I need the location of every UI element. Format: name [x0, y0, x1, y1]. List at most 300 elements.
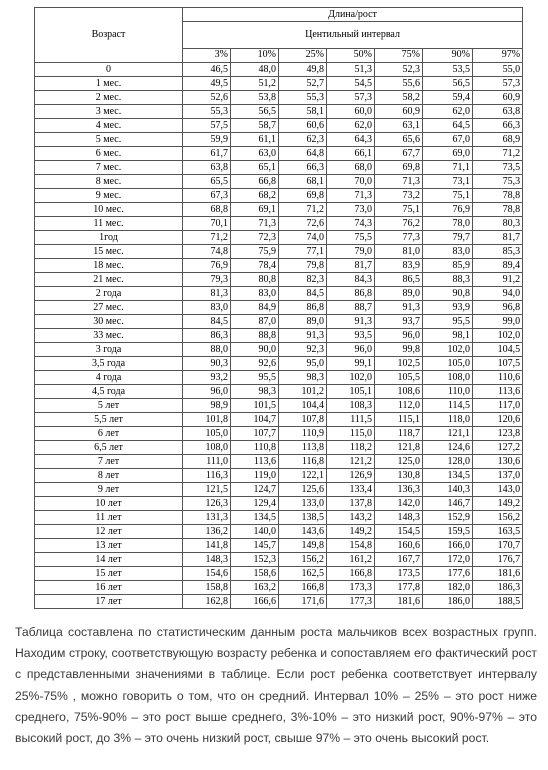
age-cell: 13 лет	[35, 539, 183, 553]
height-value-cell: 80,8	[231, 273, 279, 287]
height-value-cell: 55,3	[279, 91, 327, 105]
height-value-cell: 110,8	[231, 441, 279, 455]
height-value-cell: 94,0	[473, 287, 523, 301]
table-row	[35, 259, 523, 273]
height-value-cell: 116,8	[279, 455, 327, 469]
height-value-cell: 101,2	[279, 385, 327, 399]
height-value-cell: 60,9	[375, 105, 423, 119]
table-row	[35, 525, 523, 539]
table-row	[35, 553, 523, 567]
height-value-cell: 75,5	[327, 231, 375, 245]
height-value-cell: 71,2	[473, 147, 523, 161]
height-value-cell: 63,1	[375, 119, 423, 133]
height-value-cell: 84,5	[183, 315, 231, 329]
height-value-cell: 134,5	[423, 469, 473, 483]
height-value-cell: 121,2	[327, 455, 375, 469]
growth-table-body	[35, 63, 523, 609]
height-value-cell: 91,3	[279, 329, 327, 343]
height-value-cell: 129,4	[231, 497, 279, 511]
height-value-cell: 48,0	[231, 63, 279, 77]
height-value-cell: 86,8	[279, 301, 327, 315]
height-value-cell: 143,2	[327, 511, 375, 525]
height-value-cell: 66,1	[327, 147, 375, 161]
height-value-cell: 62,3	[279, 133, 327, 147]
height-value-cell: 113,6	[231, 455, 279, 469]
age-cell: 18 мес.	[35, 259, 183, 273]
height-value-cell: 105,0	[183, 427, 231, 441]
height-value-cell: 78,8	[473, 203, 523, 217]
table-row	[35, 427, 523, 441]
height-value-cell: 152,3	[231, 553, 279, 567]
height-value-cell: 102,0	[473, 329, 523, 343]
height-value-cell: 152,9	[423, 511, 473, 525]
table-row	[35, 539, 523, 553]
height-value-cell: 149,2	[473, 497, 523, 511]
height-value-cell: 118,7	[375, 427, 423, 441]
height-value-cell: 137,0	[473, 469, 523, 483]
height-value-cell: 140,3	[423, 483, 473, 497]
height-value-cell: 68,1	[279, 175, 327, 189]
height-value-cell: 160,6	[375, 539, 423, 553]
table-row	[35, 497, 523, 511]
height-value-cell: 58,1	[279, 105, 327, 119]
age-cell: 4 мес.	[35, 119, 183, 133]
height-value-cell: 82,3	[279, 273, 327, 287]
height-value-cell: 46,5	[183, 63, 231, 77]
height-value-cell: 75,3	[473, 175, 523, 189]
height-value-cell: 86,3	[183, 329, 231, 343]
height-value-cell: 182,0	[423, 581, 473, 595]
height-value-cell: 53,5	[423, 63, 473, 77]
table-row	[35, 245, 523, 259]
height-value-cell: 79,3	[183, 273, 231, 287]
height-value-cell: 125,6	[279, 483, 327, 497]
height-value-cell: 91,3	[327, 315, 375, 329]
height-value-cell: 118,2	[327, 441, 375, 455]
table-row	[35, 161, 523, 175]
height-value-cell: 96,8	[473, 301, 523, 315]
height-value-cell: 74,0	[279, 231, 327, 245]
height-value-cell: 72,6	[279, 217, 327, 231]
height-value-cell: 69,1	[231, 203, 279, 217]
height-value-cell: 181,6	[473, 567, 523, 581]
height-value-cell: 166,8	[279, 581, 327, 595]
growth-table	[34, 7, 523, 609]
height-value-cell: 68,9	[473, 133, 523, 147]
height-value-cell: 110,0	[423, 385, 473, 399]
height-value-cell: 56,5	[231, 105, 279, 119]
height-value-cell: 68,0	[327, 161, 375, 175]
height-value-cell: 52,7	[279, 77, 327, 91]
height-value-cell: 98,3	[231, 385, 279, 399]
height-value-cell: 176,7	[473, 553, 523, 567]
height-value-cell: 148,3	[375, 511, 423, 525]
height-value-cell: 90,3	[183, 357, 231, 371]
table-row	[35, 119, 523, 133]
age-cell: 2 года	[35, 287, 183, 301]
height-value-cell: 54,5	[327, 77, 375, 91]
height-value-cell: 52,6	[183, 91, 231, 105]
table-row	[35, 399, 523, 413]
height-value-cell: 121,1	[423, 427, 473, 441]
table-row	[35, 203, 523, 217]
height-value-cell: 102,5	[375, 357, 423, 371]
height-value-cell: 67,0	[423, 133, 473, 147]
table-row	[35, 231, 523, 245]
height-value-cell: 140,0	[231, 525, 279, 539]
height-value-cell: 49,8	[279, 63, 327, 77]
height-value-cell: 71,2	[279, 203, 327, 217]
height-value-cell: 173,3	[327, 581, 375, 595]
height-value-cell: 138,5	[279, 511, 327, 525]
height-value-cell: 162,8	[183, 595, 231, 609]
height-value-cell: 80,3	[473, 217, 523, 231]
percentile-header: 75%	[375, 48, 423, 62]
height-value-cell: 122,1	[279, 469, 327, 483]
height-value-cell: 87,0	[231, 315, 279, 329]
height-value-cell: 102,0	[423, 343, 473, 357]
height-value-cell: 74,3	[327, 217, 375, 231]
height-value-cell: 111,5	[327, 413, 375, 427]
height-value-cell: 59,4	[423, 91, 473, 105]
height-value-cell: 98,1	[423, 329, 473, 343]
age-cell: 2 мес.	[35, 91, 183, 105]
height-value-cell: 73,2	[375, 189, 423, 203]
height-value-cell: 78,0	[423, 217, 473, 231]
height-value-cell: 57,3	[327, 91, 375, 105]
height-value-cell: 84,5	[279, 287, 327, 301]
height-value-cell: 83,0	[423, 245, 473, 259]
height-value-cell: 63,8	[183, 161, 231, 175]
height-value-cell: 75,9	[231, 245, 279, 259]
height-value-cell: 173,5	[375, 567, 423, 581]
age-cell: 5 лет	[35, 399, 183, 413]
height-value-cell: 114,5	[423, 399, 473, 413]
age-cell: 1год	[35, 231, 183, 245]
height-value-cell: 108,6	[375, 385, 423, 399]
height-value-cell: 99,1	[327, 357, 375, 371]
table-row	[35, 441, 523, 455]
height-value-cell: 67,3	[183, 189, 231, 203]
height-value-cell: 101,5	[231, 399, 279, 413]
table-row	[35, 301, 523, 315]
height-value-cell: 77,3	[375, 231, 423, 245]
age-cell: 16 лет	[35, 581, 183, 595]
height-value-cell: 149,2	[327, 525, 375, 539]
age-cell: 14 лет	[35, 553, 183, 567]
height-value-cell: 119,0	[231, 469, 279, 483]
height-value-cell: 86,8	[327, 287, 375, 301]
table-row	[35, 469, 523, 483]
height-value-cell: 93,9	[423, 301, 473, 315]
height-value-cell: 58,2	[375, 91, 423, 105]
table-row	[35, 77, 523, 91]
height-value-cell: 83,0	[231, 287, 279, 301]
table-row	[35, 63, 523, 77]
percentile-header: 50%	[327, 48, 375, 62]
age-cell: 3 мес.	[35, 105, 183, 119]
height-value-cell: 71,3	[375, 175, 423, 189]
age-cell: 33 мес.	[35, 329, 183, 343]
age-cell: 5 мес.	[35, 133, 183, 147]
height-value-cell: 105,1	[327, 385, 375, 399]
height-value-cell: 137,8	[327, 497, 375, 511]
height-value-cell: 86,5	[375, 273, 423, 287]
height-value-cell: 64,3	[327, 133, 375, 147]
height-value-cell: 62,0	[327, 119, 375, 133]
age-cell: 30 мес.	[35, 315, 183, 329]
table-row	[35, 581, 523, 595]
height-value-cell: 110,6	[473, 371, 523, 385]
percentile-header: 25%	[279, 48, 327, 62]
height-value-cell: 53,8	[231, 91, 279, 105]
height-value-cell: 118,0	[423, 413, 473, 427]
height-value-cell: 181,6	[375, 595, 423, 609]
height-value-cell: 125,0	[375, 455, 423, 469]
height-value-cell: 188,5	[473, 595, 523, 609]
height-value-cell: 51,3	[327, 63, 375, 77]
height-value-cell: 69,8	[375, 161, 423, 175]
height-value-cell: 154,8	[327, 539, 375, 553]
height-value-cell: 66,3	[279, 161, 327, 175]
height-value-cell: 123,8	[473, 427, 523, 441]
height-value-cell: 163,2	[231, 581, 279, 595]
percentile-header: 10%	[231, 48, 279, 62]
height-value-cell: 76,9	[423, 203, 473, 217]
height-value-cell: 60,6	[279, 119, 327, 133]
age-cell: 3 года	[35, 343, 183, 357]
table-row	[35, 189, 523, 203]
table-row	[35, 329, 523, 343]
age-cell: 4 года	[35, 371, 183, 385]
height-value-cell: 171,6	[279, 595, 327, 609]
height-value-cell: 63,8	[473, 105, 523, 119]
age-cell: 7 мес.	[35, 161, 183, 175]
height-value-cell: 107,5	[473, 357, 523, 371]
height-value-cell: 111,0	[183, 455, 231, 469]
height-value-cell: 156,2	[473, 511, 523, 525]
height-value-cell: 99,8	[375, 343, 423, 357]
height-value-cell: 61,1	[231, 133, 279, 147]
height-value-cell: 113,8	[279, 441, 327, 455]
height-value-cell: 72,3	[231, 231, 279, 245]
height-value-cell: 88,0	[183, 343, 231, 357]
height-value-cell: 74,8	[183, 245, 231, 259]
height-value-cell: 81,7	[327, 259, 375, 273]
height-value-cell: 158,6	[231, 567, 279, 581]
height-value-cell: 60,0	[327, 105, 375, 119]
height-value-cell: 90,8	[423, 287, 473, 301]
height-value-cell: 96,0	[327, 343, 375, 357]
height-value-cell: 115,0	[327, 427, 375, 441]
table-row	[35, 511, 523, 525]
height-value-cell: 49,5	[183, 77, 231, 91]
height-value-cell: 105,5	[375, 371, 423, 385]
age-cell: 4,5 года	[35, 385, 183, 399]
height-value-cell: 145,7	[231, 539, 279, 553]
table-row	[35, 273, 523, 287]
age-cell: 12 лет	[35, 525, 183, 539]
height-value-cell: 121,8	[375, 441, 423, 455]
height-value-cell: 90,0	[231, 343, 279, 357]
age-cell: 9 лет	[35, 483, 183, 497]
age-cell: 8 мес.	[35, 175, 183, 189]
height-value-cell: 136,3	[375, 483, 423, 497]
height-value-cell: 130,6	[473, 455, 523, 469]
height-value-cell: 55,6	[375, 77, 423, 91]
height-value-cell: 92,3	[279, 343, 327, 357]
height-value-cell: 172,0	[423, 553, 473, 567]
table-row	[35, 315, 523, 329]
height-value-cell: 89,0	[279, 315, 327, 329]
age-cell: 5,5 лет	[35, 413, 183, 427]
growth-table-container	[34, 7, 522, 609]
table-row	[35, 175, 523, 189]
percentile-header: 3%	[183, 48, 231, 62]
height-value-cell: 101,8	[183, 413, 231, 427]
height-value-cell: 75,1	[375, 203, 423, 217]
height-value-cell: 57,3	[473, 77, 523, 91]
height-value-cell: 143,0	[473, 483, 523, 497]
height-value-cell: 52,3	[375, 63, 423, 77]
table-row	[35, 133, 523, 147]
height-value-cell: 57,5	[183, 119, 231, 133]
height-value-cell: 95,5	[423, 315, 473, 329]
height-value-cell: 73,1	[423, 175, 473, 189]
age-cell: 6,5 лет	[35, 441, 183, 455]
height-value-cell: 71,3	[327, 189, 375, 203]
height-value-cell: 88,8	[231, 329, 279, 343]
height-value-cell: 112,0	[375, 399, 423, 413]
age-cell: 6 мес.	[35, 147, 183, 161]
height-value-cell: 108,3	[327, 399, 375, 413]
height-value-cell: 93,2	[183, 371, 231, 385]
height-value-cell: 98,3	[279, 371, 327, 385]
height-value-cell: 55,0	[473, 63, 523, 77]
height-value-cell: 68,8	[183, 203, 231, 217]
height-value-cell: 89,0	[375, 287, 423, 301]
height-value-cell: 170,7	[473, 539, 523, 553]
height-value-cell: 154,5	[375, 525, 423, 539]
height-value-cell: 76,9	[183, 259, 231, 273]
height-value-cell: 126,9	[327, 469, 375, 483]
table-row	[35, 413, 523, 427]
height-value-cell: 68,2	[231, 189, 279, 203]
height-value-cell: 70,0	[327, 175, 375, 189]
height-value-cell: 75,1	[423, 189, 473, 203]
height-value-cell: 156,2	[279, 553, 327, 567]
height-value-cell: 79,0	[327, 245, 375, 259]
height-value-cell: 113,6	[473, 385, 523, 399]
height-value-cell: 91,2	[473, 273, 523, 287]
height-value-cell: 69,8	[279, 189, 327, 203]
height-value-cell: 102,0	[327, 371, 375, 385]
height-value-cell: 76,2	[375, 217, 423, 231]
age-column-header: Возраст	[35, 8, 183, 63]
height-value-cell: 134,5	[231, 511, 279, 525]
height-value-cell: 73,0	[327, 203, 375, 217]
height-value-cell: 95,0	[279, 357, 327, 371]
height-value-cell: 93,5	[327, 329, 375, 343]
height-value-cell: 120,6	[473, 413, 523, 427]
height-value-cell: 177,6	[423, 567, 473, 581]
table-row	[35, 483, 523, 497]
age-cell: 10 мес.	[35, 203, 183, 217]
age-cell: 17 лет	[35, 595, 183, 609]
height-value-cell: 128,0	[423, 455, 473, 469]
height-value-cell: 78,8	[473, 189, 523, 203]
table-row	[35, 357, 523, 371]
age-cell: 8 лет	[35, 469, 183, 483]
height-value-cell: 143,6	[279, 525, 327, 539]
height-value-cell: 163,5	[473, 525, 523, 539]
height-value-cell: 166,8	[327, 567, 375, 581]
height-value-cell: 63,0	[231, 147, 279, 161]
height-value-cell: 62,0	[423, 105, 473, 119]
height-value-cell: 149,8	[279, 539, 327, 553]
age-cell: 9 мес.	[35, 189, 183, 203]
age-cell: 15 мес.	[35, 245, 183, 259]
height-value-cell: 70,1	[183, 217, 231, 231]
table-row	[35, 105, 523, 119]
height-value-cell: 71,1	[423, 161, 473, 175]
height-value-cell: 83,0	[183, 301, 231, 315]
height-value-cell: 92,6	[231, 357, 279, 371]
height-value-cell: 64,8	[279, 147, 327, 161]
height-value-cell: 59,9	[183, 133, 231, 147]
height-value-cell: 105,0	[423, 357, 473, 371]
height-value-cell: 115,1	[375, 413, 423, 427]
age-cell: 21 мес.	[35, 273, 183, 287]
height-value-cell: 84,3	[327, 273, 375, 287]
height-value-cell: 96,0	[375, 329, 423, 343]
height-value-cell: 110,9	[279, 427, 327, 441]
height-value-cell: 167,7	[375, 553, 423, 567]
height-value-cell: 186,0	[423, 595, 473, 609]
percentile-header: 90%	[423, 48, 473, 62]
age-cell: 11 мес.	[35, 217, 183, 231]
height-value-cell: 108,0	[423, 371, 473, 385]
age-cell: 11 лет	[35, 511, 183, 525]
height-value-cell: 88,7	[327, 301, 375, 315]
height-value-cell: 161,2	[327, 553, 375, 567]
height-value-cell: 124,6	[423, 441, 473, 455]
height-value-cell: 148,3	[183, 553, 231, 567]
height-value-cell: 91,3	[375, 301, 423, 315]
age-cell: 1 мес.	[35, 77, 183, 91]
height-value-cell: 65,5	[183, 175, 231, 189]
percentile-header: 97%	[473, 48, 523, 62]
height-value-cell: 93,7	[375, 315, 423, 329]
height-value-cell: 65,6	[375, 133, 423, 147]
height-value-cell: 142,0	[375, 497, 423, 511]
height-value-cell: 79,8	[279, 259, 327, 273]
height-value-cell: 85,9	[423, 259, 473, 273]
height-value-cell: 66,8	[231, 175, 279, 189]
age-cell: 6 лет	[35, 427, 183, 441]
height-value-cell: 133,0	[279, 497, 327, 511]
explanation-paragraph: Таблица составлена по статистическим данным роста мальчиков всех возрастных групп. Находим строку, соответствующую возрасту ребенка и сопоставляем его фактический рост с представленными значениями в таблице. Если рост ребенка соответствует интервалу 25%-75% , можно говорить о том, что он средний. Интервал 10% – 25% – это рост ниже среднего, 75%-90% – это рост выше среднего, 3%-10% – это низкий рост, 90%-97% – это высокий рост, до 3% – это очень низкий рост, свыше 97% – это очень высокий рост.	[15, 625, 537, 746]
table-row	[35, 455, 523, 469]
height-value-cell: 88,3	[423, 273, 473, 287]
height-value-cell: 104,7	[231, 413, 279, 427]
height-value-cell: 107,8	[279, 413, 327, 427]
table-row	[35, 595, 523, 609]
table-row	[35, 91, 523, 105]
height-value-cell: 133,4	[327, 483, 375, 497]
height-value-cell: 158,8	[183, 581, 231, 595]
table-row	[35, 217, 523, 231]
